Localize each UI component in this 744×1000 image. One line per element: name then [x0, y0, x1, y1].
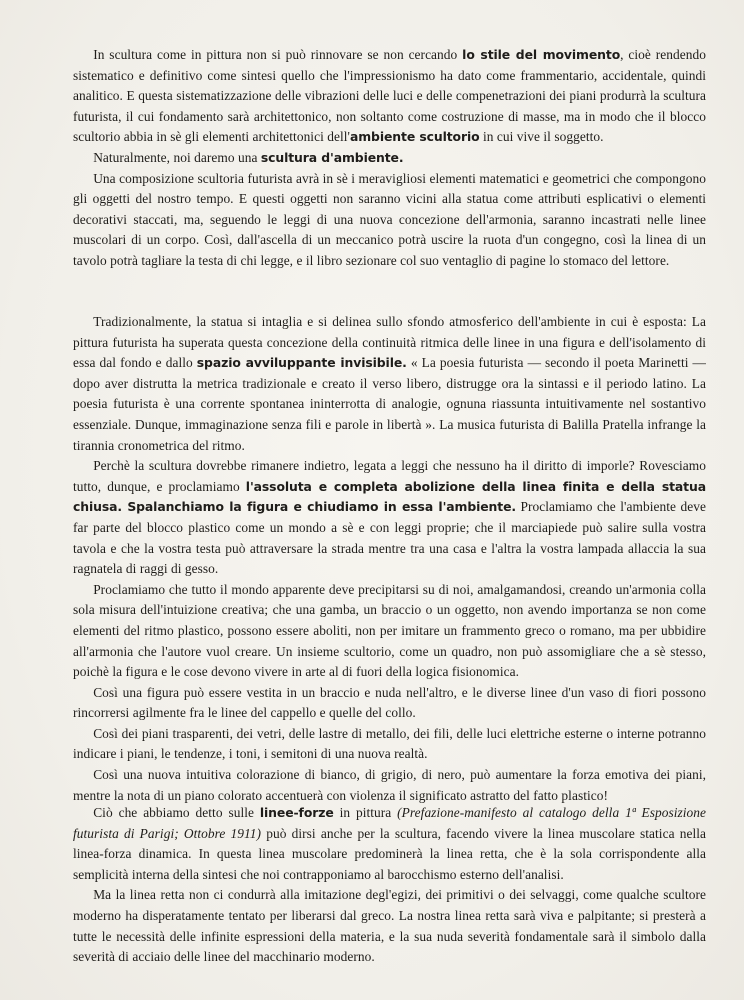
- text-run: Tradizionalmente, la statua si intaglia e si delinea sullo sfondo atmosferico dell'ambiente in cui è esposta: La pittura futurista ha superata questa concezione della continuità ritmica delle linee in una figura e dell'isolamento di essa dal fondo e dallo: [73, 314, 706, 371]
- paragraph: [73, 312, 706, 456]
- paragraph: [73, 169, 706, 272]
- paragraph: [73, 724, 706, 765]
- text-block-2: [73, 312, 706, 806]
- text-run: Così una figura può essere vestita in un braccio e nuda nell'altro, e le diverse linee d'un vaso di fiori possono rincorrersi agilmente fra le linee del cappello e quelle del collo.: [73, 684, 706, 721]
- text-block-1: [73, 45, 706, 272]
- text-run: « La poesia futurista — secondo il poeta Marinetti — dopo aver distrutta la metrica tradizionale e creato il verso libero, distrugge ora la sintassi e il periodo latino. La poesia futurista è una corrente spontanea ininterrotta di analogie, ognuna riassunta intuitivamente nel sostantivo essenziale. Dunque, immaginazione senza fili e parole in libertà ». La musica futurista di Balilla Pratella infrange la tirannia cronometrica del ritmo.: [73, 355, 706, 453]
- text-run: Così dei piani trasparenti, dei vetri, delle lastre di metallo, dei fili, delle luci elettriche esterne o interne potranno indicare i piani, le tendenze, i toni, i semitoni di una nuova realtà.: [73, 725, 706, 762]
- text-run: Ciò che abbiamo detto sulle: [93, 805, 260, 820]
- text-run: in pittura: [333, 805, 398, 820]
- bold-phrase: spazio avviluppante invisibile.: [196, 355, 407, 371]
- bold-phrase: lo stile del movimento: [462, 47, 621, 62]
- text-run: Così una nuova intuitiva colorazione di bianco, di grigio, di nero, può aumentare la forza emotiva dei piani, mentre la nota di un piano colorato accentuerà con violenza il significato astratto del fatto plastico!: [73, 767, 706, 803]
- paragraph: [73, 683, 706, 724]
- paragraph: [73, 885, 706, 967]
- text-run: Proclamiamo che tutto il mondo apparente deve precipitarsi su di noi, amalgamandosi, creando un'armonia colla sola misura dell'intuizione creativa; che una gamba, un braccio o un oggetto, non avendo importanza se non come elementi del ritmo plastico, possono essere aboliti, non per imitare un frammento greco o romano, ma per ubbidire all'armonia che l'autore vuol creare. Un insieme scultorio, come un quadro, non può assomigliare che a sè stesso, poichè la figura e le cose devono vivere in arte al di fuori della logica fisionomica.: [73, 581, 706, 680]
- bold-phrase: l'assoluta e completa abolizione della linea finita e della statua chiusa. Spalanchiamo la figura e chiudiamo in essa l'ambiente.: [73, 478, 706, 515]
- text-run: può dirsi anche per la scultura, facendo vivere la linea muscolare statica nella linea-forza dinamica. In questa linea muscolare predominerà la linea retta, che è la sola corrispondente alla semplicità interna della sintesi che noi contrapponiamo al barocchismo esterno dell'analisi.: [73, 825, 707, 882]
- text-run: Perchè la scultura dovrebbe rimanere indietro, legata a leggi che nessuno ha il diritto di imporle? Rovesciamo tutto, dunque, e proclamiamo: [73, 458, 706, 494]
- paragraph: [73, 45, 706, 148]
- italic-citation: (Prefazione-manifesto al catalogo della 1ª Esposizione futurista di Parigi; Ottobre 1911): [73, 805, 706, 841]
- bold-phrase: ambiente scultorio: [349, 129, 480, 145]
- text-run: in cui vive il soggetto.: [479, 129, 604, 145]
- paragraph: [73, 148, 706, 169]
- text-run: In scultura come in pittura non si può rinnovare se non cercando: [93, 47, 463, 62]
- text-run: Proclamiamo che l'ambiente deve far parte del blocco plastico come un mondo a sè e con leggi proprie; che il marciapiede può salire sulla vostra tavola e che la vostra testa può attraversare la strada mentre tra una casa e l'altra la vostra lampada allaccia la sua ragnatela di raggi di gesso.: [73, 499, 706, 577]
- paragraph: [73, 580, 706, 683]
- text-run: Ma la linea retta non ci condurrà alla imitazione degl'egizi, dei primitivi o dei selvaggi, come qualche scultore moderno ha disperatamente tentato per liberarsi dal greco. La nostra linea retta sarà viva e palpitante; si presterà a tutte le necessità delle infinite espressioni della materia, e la sua nuda severità fondamentale sarà il simbolo dalla severità di acciaio delle linee del macchinario moderno.: [73, 887, 706, 965]
- paragraph: [73, 803, 706, 885]
- text-run: Naturalmente, noi daremo una: [93, 149, 261, 165]
- text-run: , cioè rendendo sistematico e definitivo come sintesi quello che l'impressionismo ha dato come frammentario, accidentale, quindi analitico. E questa sistematizzazione delle vibrazioni delle luci e delle compenetrazioni dei piani produrrà la scultura futurista, il cui fondamento sarà architettonico, non soltanto come costruzione di masse, ma in modo che il blocco scultorio abbia in sè gli elementi architettonici dell': [73, 47, 707, 145]
- text-block-3: [73, 803, 706, 968]
- paragraph: [73, 765, 706, 806]
- bold-phrase: scultura d'ambiente.: [260, 149, 404, 165]
- text-run: Una composizione scultoria futurista avrà in sè i meravigliosi elementi matematici e geometrici che compongono gli oggetti del nostro tempo. E questi oggetti non saranno vicini alla statua come attributi esplicativi o elementi decorativi staccati, ma, seguendo le leggi di una nuova concezione dell'armonia, saranno incastrati nelle linee muscolari di un corpo. Così, dall'ascella di un meccanico potrà uscire la ruota d'un congegno, così la linea di un tavolo potrà tagliare la testa di chi legge, e il libro sezionare col suo ventaglio di pagine lo stomaco del lettore.: [73, 170, 706, 268]
- bold-phrase: linee-forze: [259, 805, 334, 820]
- paragraph: [73, 456, 706, 580]
